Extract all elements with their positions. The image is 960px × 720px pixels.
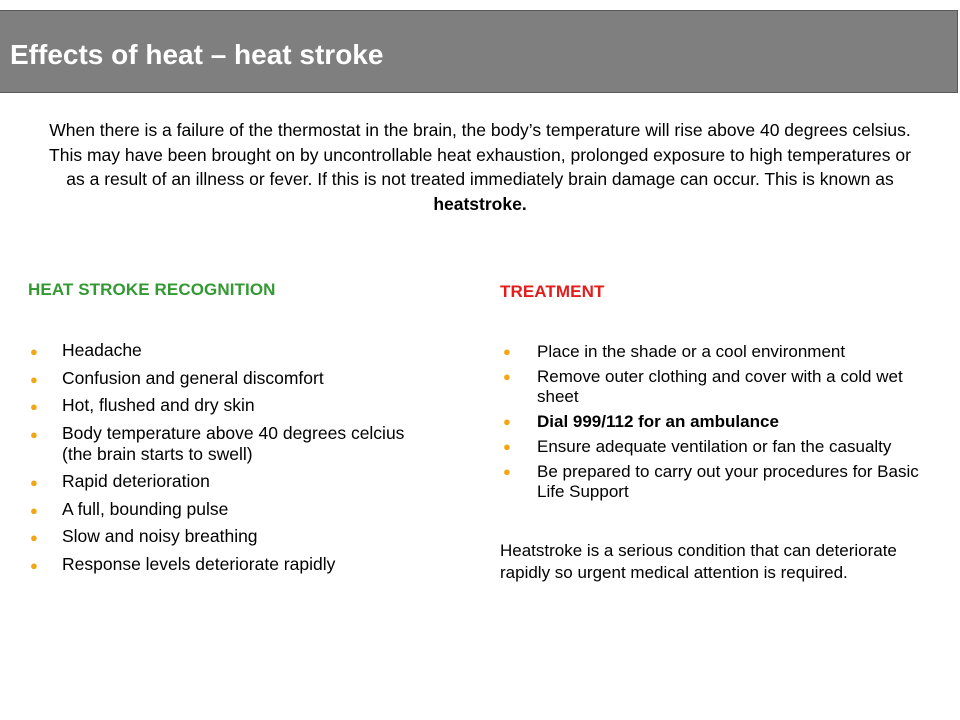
title-bar xyxy=(0,10,958,93)
bullet-icon: ● xyxy=(30,371,38,387)
list-item: ● Hot, flushed and dry skin xyxy=(30,395,255,415)
slide-title: Effects of heat – heat stroke xyxy=(10,39,384,70)
list-item: ● Place in the shade or a cool environment xyxy=(503,342,846,361)
bullet-icon: ● xyxy=(30,502,38,518)
list-item: ● Remove outer clothing and cover with a cold wet sheet xyxy=(503,367,903,406)
list-item-emphasis: ● Dial 999/112 for an ambulance xyxy=(503,412,779,431)
intro-emphasis: heatstroke. xyxy=(433,193,527,214)
bullet-icon: ● xyxy=(503,414,511,429)
bullet-icon: ● xyxy=(30,344,38,359)
intro-paragraph xyxy=(40,118,920,216)
treatment-heading: TREATMENT xyxy=(500,282,605,301)
treatment-list xyxy=(500,342,940,502)
treatment-section xyxy=(500,282,940,584)
recognition-section xyxy=(28,280,438,581)
recognition-list xyxy=(28,340,438,575)
bullet-icon: ● xyxy=(30,399,38,414)
list-item: ● Slow and noisy breathing xyxy=(30,526,258,546)
list-item: ● A full, bounding pulse xyxy=(30,498,229,519)
bullet-icon: ● xyxy=(30,557,38,573)
bullet-icon: ● xyxy=(503,464,511,479)
bullet-icon: ● xyxy=(30,426,38,442)
closing-paragraph: Heatstroke is a serious condition that can deteriorate rapidly so urgent medical attention is required. xyxy=(500,541,897,582)
list-item: ● Be prepared to carry out your procedures for Basic Life Support xyxy=(503,462,919,501)
bullet-icon: ● xyxy=(30,530,38,545)
list-item: ● Ensure adequate ventilation or fan the casualty xyxy=(503,437,892,456)
bullet-icon: ● xyxy=(503,344,511,359)
list-item: ● Headache xyxy=(30,340,142,360)
list-item: ● Confusion and general discomfort xyxy=(30,367,324,388)
list-item: ● Rapid deterioration xyxy=(30,471,210,491)
bullet-icon: ● xyxy=(30,475,38,490)
list-item: ● Body temperature above 40 degrees celcius (the brain starts to swell) xyxy=(30,422,405,464)
list-item: ● Response levels deteriorate rapidly xyxy=(30,553,336,574)
bullet-icon: ● xyxy=(503,439,511,454)
recognition-heading: HEAT STROKE RECOGNITION xyxy=(28,280,276,299)
intro-text: When there is a failure of the thermostat in the brain, the body’s temperature will rise above 40 degrees celsius. This may have been brought on by uncontrollable heat exhaustion, prolonged exposure to high temperatures or as a result of an illness or fever. If this is not treated immediately brain damage can occur. This is known as xyxy=(49,120,911,189)
bullet-icon: ● xyxy=(503,369,511,384)
